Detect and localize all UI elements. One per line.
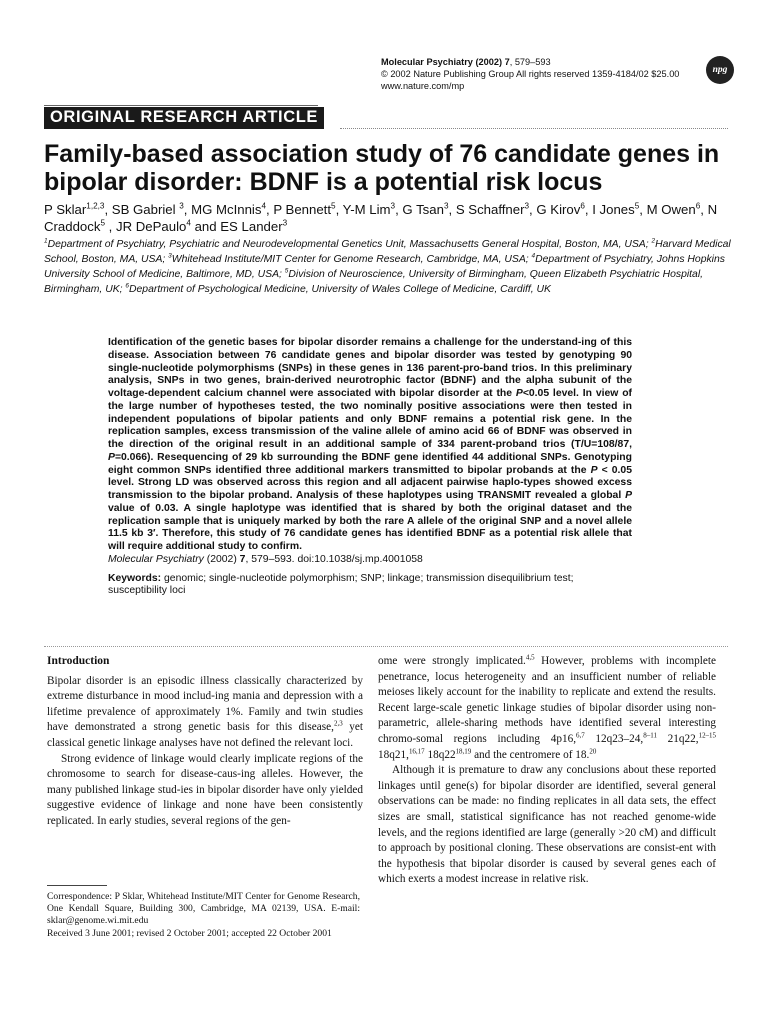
author-affiliation-mark: 3 — [390, 201, 396, 211]
footnote-rule — [47, 885, 107, 886]
author-list — [44, 201, 734, 235]
author-separator: , — [584, 202, 593, 217]
author-affiliation-mark: 3 — [524, 201, 530, 211]
author-separator: and — [190, 219, 221, 234]
affiliation-mark: 1 — [44, 237, 48, 245]
author-separator: , — [335, 202, 343, 217]
correspondence-footnote — [47, 891, 360, 940]
abstract-divider — [44, 646, 728, 647]
author-name: N Craddock — [44, 202, 718, 234]
intro-paragraph-3: ome were strongly implicated.$^{4,5}$ However, problems with incomplete penetrance, locus heterogeneity and an insufficient number of reliable meioses likely account for the inability to replicate and extend the results. Recent large-scale genetic linkage studies of bipolar disorder using non-parametric, allele-sharing methods have identified several interesting chromo-somal regions including 4p16,$^{6,7}$ 12q23–24,$^{8-11}$ 21q22,$^{12-15}$ 18q21,$^{16,17}$ 18q22$^{18,19}$ and the centromere of 18.20 — [378, 653, 716, 761]
author-affiliation-mark: 6 — [695, 201, 701, 211]
author-separator: , — [639, 202, 647, 217]
banner-rule — [44, 105, 318, 106]
author-name: P Bennett — [273, 202, 332, 217]
author-name: JR DePaulo — [116, 219, 187, 234]
keywords-text: genomic; single-nucleotide polymorphism; SNP; linkage; transmission disequilibrium test; susceptibility loci — [108, 572, 574, 597]
body-column-left — [47, 654, 363, 830]
journal-copyright: © 2002 Nature Publishing Group All rights reserved 1359-4184/02 $25.00 — [381, 69, 680, 79]
body-column-right — [378, 654, 716, 888]
journal-citation — [381, 56, 721, 68]
author-affiliation-mark: 5 — [634, 201, 640, 211]
author-affiliation-mark: 3 — [179, 201, 184, 211]
abstract — [108, 337, 632, 598]
affiliation-text: Whitehead Institute/MIT Center for Genome Research, Cambridge, MA, USA; — [171, 254, 532, 265]
keywords — [108, 573, 632, 599]
author-separator: , — [700, 202, 708, 217]
correspondence-text: Correspondence: P Sklar, Whitehead Institute/MIT Center for Genome Research, One Kendall Square, Building 300, Cambridge, MA 02139, USA. E-mail: sklar@genome.wi.mit.edu — [47, 891, 360, 927]
author-name: I Jones — [592, 202, 635, 217]
author-affiliation-mark: 3 — [282, 218, 288, 228]
affiliation-mark: 6 — [125, 282, 130, 290]
received-dates: Received 3 June 2001; revised 2 October 2001; accepted 22 October 2001 — [47, 927, 332, 939]
affiliation-mark: 4 — [531, 252, 536, 260]
author-separator: , — [448, 202, 456, 217]
author-affiliation-mark: 4 — [261, 201, 266, 211]
intro-paragraph-2: Strong evidence of linkage would clearly implicate regions of the chromosome to search for disease-caus-ing alleles. However, the many published linkage stud-ies in bipolar disorder have only yielded suggestive evidence of linkage and none have been consistently replicated. In early studies, several regions of the gen- — [47, 752, 363, 827]
author-separator: , — [395, 202, 403, 217]
author-affiliation-mark: 3 — [443, 201, 449, 211]
keywords-label: Keywords: — [108, 572, 162, 584]
affiliation-mark: 2 — [651, 237, 656, 245]
banner-dotted-rule — [340, 128, 728, 129]
author-separator: , — [529, 202, 537, 217]
author-affiliation-mark: 1,2,3 — [86, 201, 105, 211]
article-title: Family-based association study of 76 candidate genes in bipolar disorder: BDNF is a potential risk locus — [44, 140, 720, 196]
article-type-banner: ORIGINAL RESEARCH ARTICLE — [44, 107, 324, 129]
intro-paragraph-4: Although it is premature to draw any conclusions about these reported linkages until gene(s) for bipolar disorder are identified, several general observations can be made: no finding replicates in all data sets, the effect sizes are small, statistical significance has not reached genome-wide levels, and the regions identified are large (generally >20 cM) and difficult to approach by positional cloning. These observations are consist-ent with the hypothesis that bipolar disorder is caused by several genes each of which exerts a modest increase in relative risk. — [378, 764, 716, 886]
author-name: SB Gabriel — [111, 202, 180, 217]
author-affiliation-mark: 5 — [100, 218, 105, 228]
journal-pages: , 579–593 — [509, 57, 551, 67]
section-heading-introduction: Introduction — [47, 655, 110, 667]
author-name: MG McInnis — [191, 202, 262, 217]
author-affiliation-mark: 6 — [580, 201, 585, 211]
author-affiliation-mark: 4 — [186, 218, 191, 228]
author-name: M Owen — [646, 202, 696, 217]
author-separator: , — [105, 219, 116, 234]
affiliation-text: Department of Psychiatry, Psychiatric and Neurodevelopmental Genetics Unit, Massachusetts General Hospital, Boston, MA, USA; — [47, 239, 652, 250]
author-separator: , — [183, 202, 192, 217]
affiliation-text: Division of Neuroscience, University of Birmingham, Queen Elizabeth Psychiatric Hospital, Birmingham, UK; — [44, 269, 704, 295]
author-name: G Tsan — [402, 202, 444, 217]
npg-logo-icon: npg — [706, 56, 734, 84]
affiliation-mark: 3 — [168, 252, 172, 260]
author-name: Y-M Lim — [342, 202, 391, 217]
author-name: S Schaffner — [455, 202, 525, 217]
affiliation-text: Department of Psychological Medicine, University of Wales College of Medicine, Cardiff, UK — [129, 284, 551, 295]
author-name: ES Lander — [220, 219, 283, 234]
abstract-text: Identification of the genetic bases for bipolar disorder remains a challenge for the understand-ing of this disease. Association between 76 candidate genes and bipolar disorder was tested by genotyping 90 single-nucleotide polymorphisms (SNPs) in these genes in 136 parent-pro-band trios. In this preliminary analysis, SNPs in two genes, brain-derived neurotrophic factor (BDNF) and the alpha subunit of the voltage-dependent calcium channel were associated with bipolar disorder at the P<0.05 level. In view of the large number of hypotheses tested, the two nominally positive associations were then tested in independent populations of bipolar patients and only BDNF remains a potential risk gene. In the replication samples, excess transmission of the valine allele of amino acid 66 of BDNF was observed in the direction of the original result in an additional sample of 334 parent-proband trios (T/U=108/87, P=0.066). Resequencing of 29 kb surrounding the BDNF gene identified 44 additional SNPs. Genotyping eight common SNPs identified three additional markers transmitted to bipolar probands at the P < 0.05 level. Strong LD was observed across this region and all adjacent pairwise haplo-types showed excess transmission to the bipolar proband. Analysis of these haplotypes using TRANSMIT revealed a global P value of 0.03. A single haplotype was identified that is shared by both the original dataset and the replication sample that is uniquely marked by both the rare A allele of the original SNP and a novel allele 11.5 kb 3′. Therefore, this study of 76 candidate genes has identified BDNF as a potential risk allele that will require additional study to confirm. — [108, 337, 633, 552]
abstract-citation: Molecular Psychiatry (2002) 7, 579–593. doi:10.1038/sj.mp.4001058 — [108, 553, 423, 565]
affiliation-list — [44, 237, 734, 297]
affiliation-text: Harvard Medical School, Boston, MA, USA; — [44, 239, 731, 265]
author-name: G Kirov — [536, 202, 581, 217]
journal-volume: 7 — [504, 57, 510, 67]
author-separator: , — [104, 202, 112, 217]
journal-name: Molecular Psychiatry (2002) — [381, 57, 503, 67]
journal-url[interactable]: www.nature.com/mp — [381, 81, 465, 91]
intro-paragraph-1: Bipolar disorder is an episodic illness classically characterized by extreme disturbance in mood includ-ing mania and depression with a lifetime prevalence of approximately 1%. Family and twin studies have demonstrated a strong genetic basis for this disease,$^{2,3}$ yet classical genetic linkage analyses have not defined the relevant loci. — [47, 674, 363, 749]
author-name: P Sklar — [44, 202, 87, 217]
affiliation-text: Department of Psychiatry, Johns Hopkins University School of Medicine, Baltimore, MD, USA; — [44, 254, 725, 280]
journal-header — [381, 56, 721, 92]
author-separator: , — [266, 202, 274, 217]
affiliation-mark: 5 — [284, 267, 289, 275]
author-affiliation-mark: 5 — [331, 201, 336, 211]
